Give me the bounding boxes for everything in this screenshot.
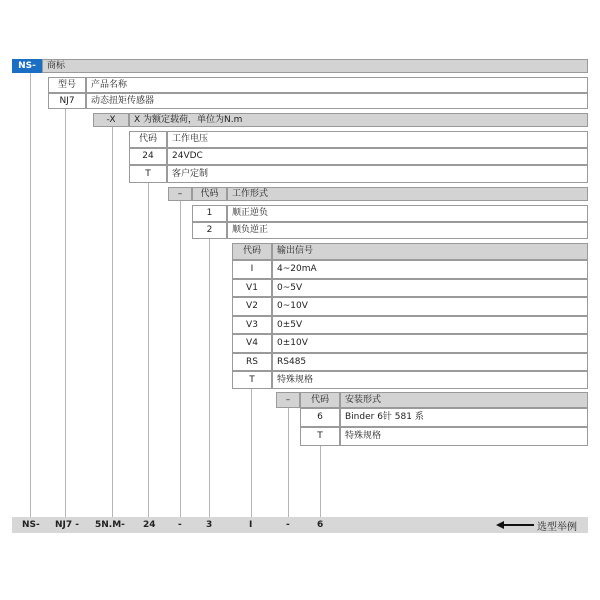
connector-line-model [65, 109, 66, 517]
output-rs485: RS485 [272, 353, 588, 371]
mount-dash: – [276, 392, 300, 408]
voltage-custom: 客户定制 [167, 165, 588, 183]
example-form: 3 [206, 520, 213, 530]
mount-special: 特殊规格 [340, 427, 588, 446]
example-ns: NS- [22, 520, 40, 530]
connector-line-rated [112, 127, 113, 517]
model-header: 型号 [48, 77, 86, 93]
voltage-24vdc: 24VDC [167, 148, 588, 165]
connector-line-ns [30, 73, 31, 517]
mount-code-6: 6 [300, 408, 340, 427]
rated-code: -X [93, 113, 129, 127]
brand-badge: NS- [12, 59, 42, 73]
output-0-pm10v: 0±10V [272, 334, 588, 353]
brand-name-label: 商标 [47, 60, 66, 71]
voltage-code-t: T [129, 165, 167, 183]
output-code-v3: V3 [232, 316, 272, 334]
form-dash: – [168, 187, 192, 201]
arrow-head-icon [496, 521, 504, 529]
example-dash-2: - [286, 520, 290, 530]
output-0-10v: 0~10V [272, 297, 588, 316]
output-code-rs: RS [232, 353, 272, 371]
brand-name-bar [42, 59, 588, 73]
example-label: 选型举例 [537, 521, 577, 533]
connector-line-voltage [148, 183, 149, 517]
mount-code-header: 代码 [300, 392, 340, 408]
output-code-i: I [232, 260, 272, 279]
connector-line-form [209, 239, 210, 517]
form-forward-negative: 顺负逆正 [227, 222, 588, 239]
output-code-t: T [232, 371, 272, 389]
voltage-code-header: 代码 [129, 131, 167, 148]
output-code-v4: V4 [232, 334, 272, 353]
product-name-header: 产品名称 [86, 77, 588, 93]
output-4-20ma: 4~20mA [272, 260, 588, 279]
voltage-header: 工作电压 [167, 131, 588, 148]
mount-code-t: T [300, 427, 340, 446]
output-0-pm5v: 0±5V [272, 316, 588, 334]
output-header: 输出信号 [272, 243, 588, 260]
form-code-1: 1 [192, 205, 227, 222]
form-header: 工作形式 [227, 187, 588, 201]
output-code-v2: V2 [232, 297, 272, 316]
product-name-value: 动态扭矩传感器 [86, 93, 588, 109]
output-0-5v: 0~5V [272, 279, 588, 297]
form-forward-positive: 顺正逆负 [227, 205, 588, 222]
connector-line-mount-dash [288, 408, 289, 517]
example-model: NJ7 - [55, 520, 80, 530]
mount-binder: Binder 6针 581 系 [340, 408, 588, 427]
connector-line-output [251, 389, 252, 517]
example-arrow-icon [502, 524, 534, 526]
output-code-v1: V1 [232, 279, 272, 297]
example-mount: 6 [317, 520, 324, 530]
form-code-2: 2 [192, 222, 227, 239]
form-code-header: 代码 [192, 187, 227, 201]
connector-line-mount [320, 446, 321, 517]
output-special: 特殊规格 [272, 371, 588, 389]
output-code-header: 代码 [232, 243, 272, 260]
example-rated: 5N.M- [95, 520, 125, 530]
example-voltage: 24 [143, 520, 156, 530]
rated-description: X 为额定载荷，单位为N.m [129, 113, 588, 127]
model-value: NJ7 [48, 93, 86, 109]
example-dash-1: - [178, 520, 182, 530]
example-output: I [249, 520, 253, 530]
mount-header: 安装形式 [340, 392, 588, 408]
connector-line-form-dash [180, 201, 181, 517]
voltage-code-24: 24 [129, 148, 167, 165]
